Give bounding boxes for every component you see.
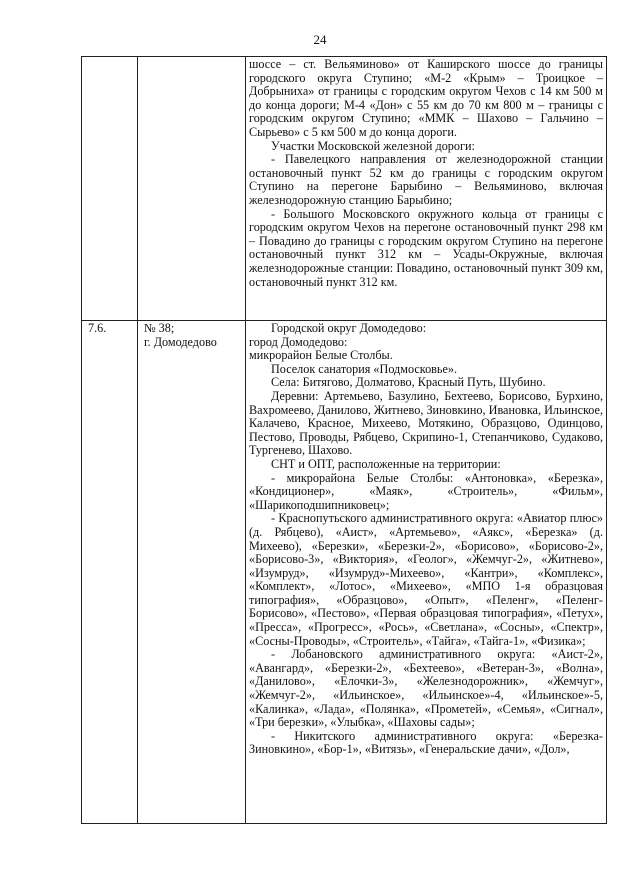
paragraph: микрорайон Белые Столбы. xyxy=(249,348,393,363)
district-line: № 38; xyxy=(144,321,175,335)
paragraph: СНТ и ОПТ, расположенные на территории: xyxy=(271,456,501,471)
paragraph: Села: Битягово, Долматово, Красный Путь, Шубино. xyxy=(271,375,546,390)
paragraph: - Большого Московского окружного кольца от границы с городским округом Чехов на перегоне остановочный пункт 298 км – Повадино до границы с городским округом Ступино на перегоне остановочный пункт 312 км – Усады-Окружные, включая железнодорожные станции: Повадино, остановочный пункт 309 км, остановочный пункт 312 км. xyxy=(249,206,603,289)
paragraph: Участки Московской железной дороги: xyxy=(271,138,475,153)
table-row xyxy=(82,57,607,321)
paragraph: шоссе – ст. Вельяминово» от Каширского шоссе до границы городского округа Ступино; «М-2 «Крым» – Троицкое – Добрыниха» от границы с городским округом Чехов с 14 км 500 м до конца дороги; М-4 «Дон» с 55 км до 70 км 800 м – границы с городским округом Ступино; «ММК – Шахово – Гальчино – Сырьево» с 5 км 500 м до конца дороги. xyxy=(249,57,603,139)
district-cell xyxy=(138,57,246,321)
paragraph: - Павелецкого направления от железнодорожной станции остановочный пункт 52 км до границы с городским округом Ступино на перегоне Барыбино – Вельяминово, включая железнодорожную станцию Барыбино; xyxy=(249,152,603,207)
regulation-table xyxy=(81,56,607,824)
district-line: г. Домодедово xyxy=(144,334,217,349)
paragraph: Городской округ Домодедово: xyxy=(271,321,427,335)
paragraph: - микрорайона Белые Столбы: «Антоновка», «Березка», «Кондиционер», «Маяк», «Строитель», «Фильм», «Шарикоподшипниковец»; xyxy=(249,470,603,512)
paragraph: - Никитского административного округа: «Березка-Зиновкино», «Бор-1», «Витязь», «Генеральские дачи», «Дол», xyxy=(249,728,603,757)
paragraph: город Домодедово: xyxy=(249,334,348,349)
table-row xyxy=(82,321,607,824)
district-cell xyxy=(138,321,246,824)
paragraph: Поселок санатория «Подмосковье». xyxy=(271,361,458,376)
row-number-cell: 7.6. xyxy=(82,321,138,824)
paragraph: - Лобановского административного округа: «Аист-2», «Авангард», «Березки-2», «Бехтеево», «Ветеран-3», «Волна», «Данилово», «Елочки-3», «Железнодорожник», «Жемчуг», «Жемчуг-2», «Ильинское», «Ильинское»-4, «Ильинское»-5, «Калинка», «Лада», «Полянка», «Прометей», «Семья», «Сигнал», «Три березки», «Улыбка», «Шаховы сады»; xyxy=(249,647,603,730)
paragraph: Деревни: Артемьево, Базулино, Бехтеево, Борисово, Бурхино, Вахромеево, Данилово, Житнево, Зиновкино, Ивановка, Ильинское, Калачево, Красное, Михеево, Мотякино, Образцово, Одинцово, Пестово, Проводы, Рябцево, Скрипино-1, Степанчиково, Судаково, Тургенево, Шахово. xyxy=(249,388,603,458)
description-cell xyxy=(246,57,607,321)
page-number: 24 xyxy=(313,32,327,47)
paragraph: - Краснопутьского административного округа: «Авиатор плюс» (д. Рябцево), «Аист», «Артемьево», «Аякс», «Березка» (д. Михеево), «Березки», «Березки-2», «Борисово», «Борисово-2», «Борисово-3», «Виктория», «Геолог», «Жемчуг-2», «Житнево», «Изумруд», «Изумруд»-Михеево», «Кантри», «Комплекс», «Комплект», «Лотос», «Михеево», «МПО 1-я образцовая типография», «Образцово», «Опыт», «Пеленг», «Пеленг-Борисово», «Пестово», «Первая образцовая типография», «Петух», «Пресса», «Прогресс», «Рось», «Светлана», «Сосны», «Спектр», «Сосны-Проводы», «Строитель», «Тайга», «Тайга-1», «Физика»; xyxy=(249,511,603,648)
row-number-cell xyxy=(82,57,138,321)
description-cell xyxy=(246,321,607,824)
